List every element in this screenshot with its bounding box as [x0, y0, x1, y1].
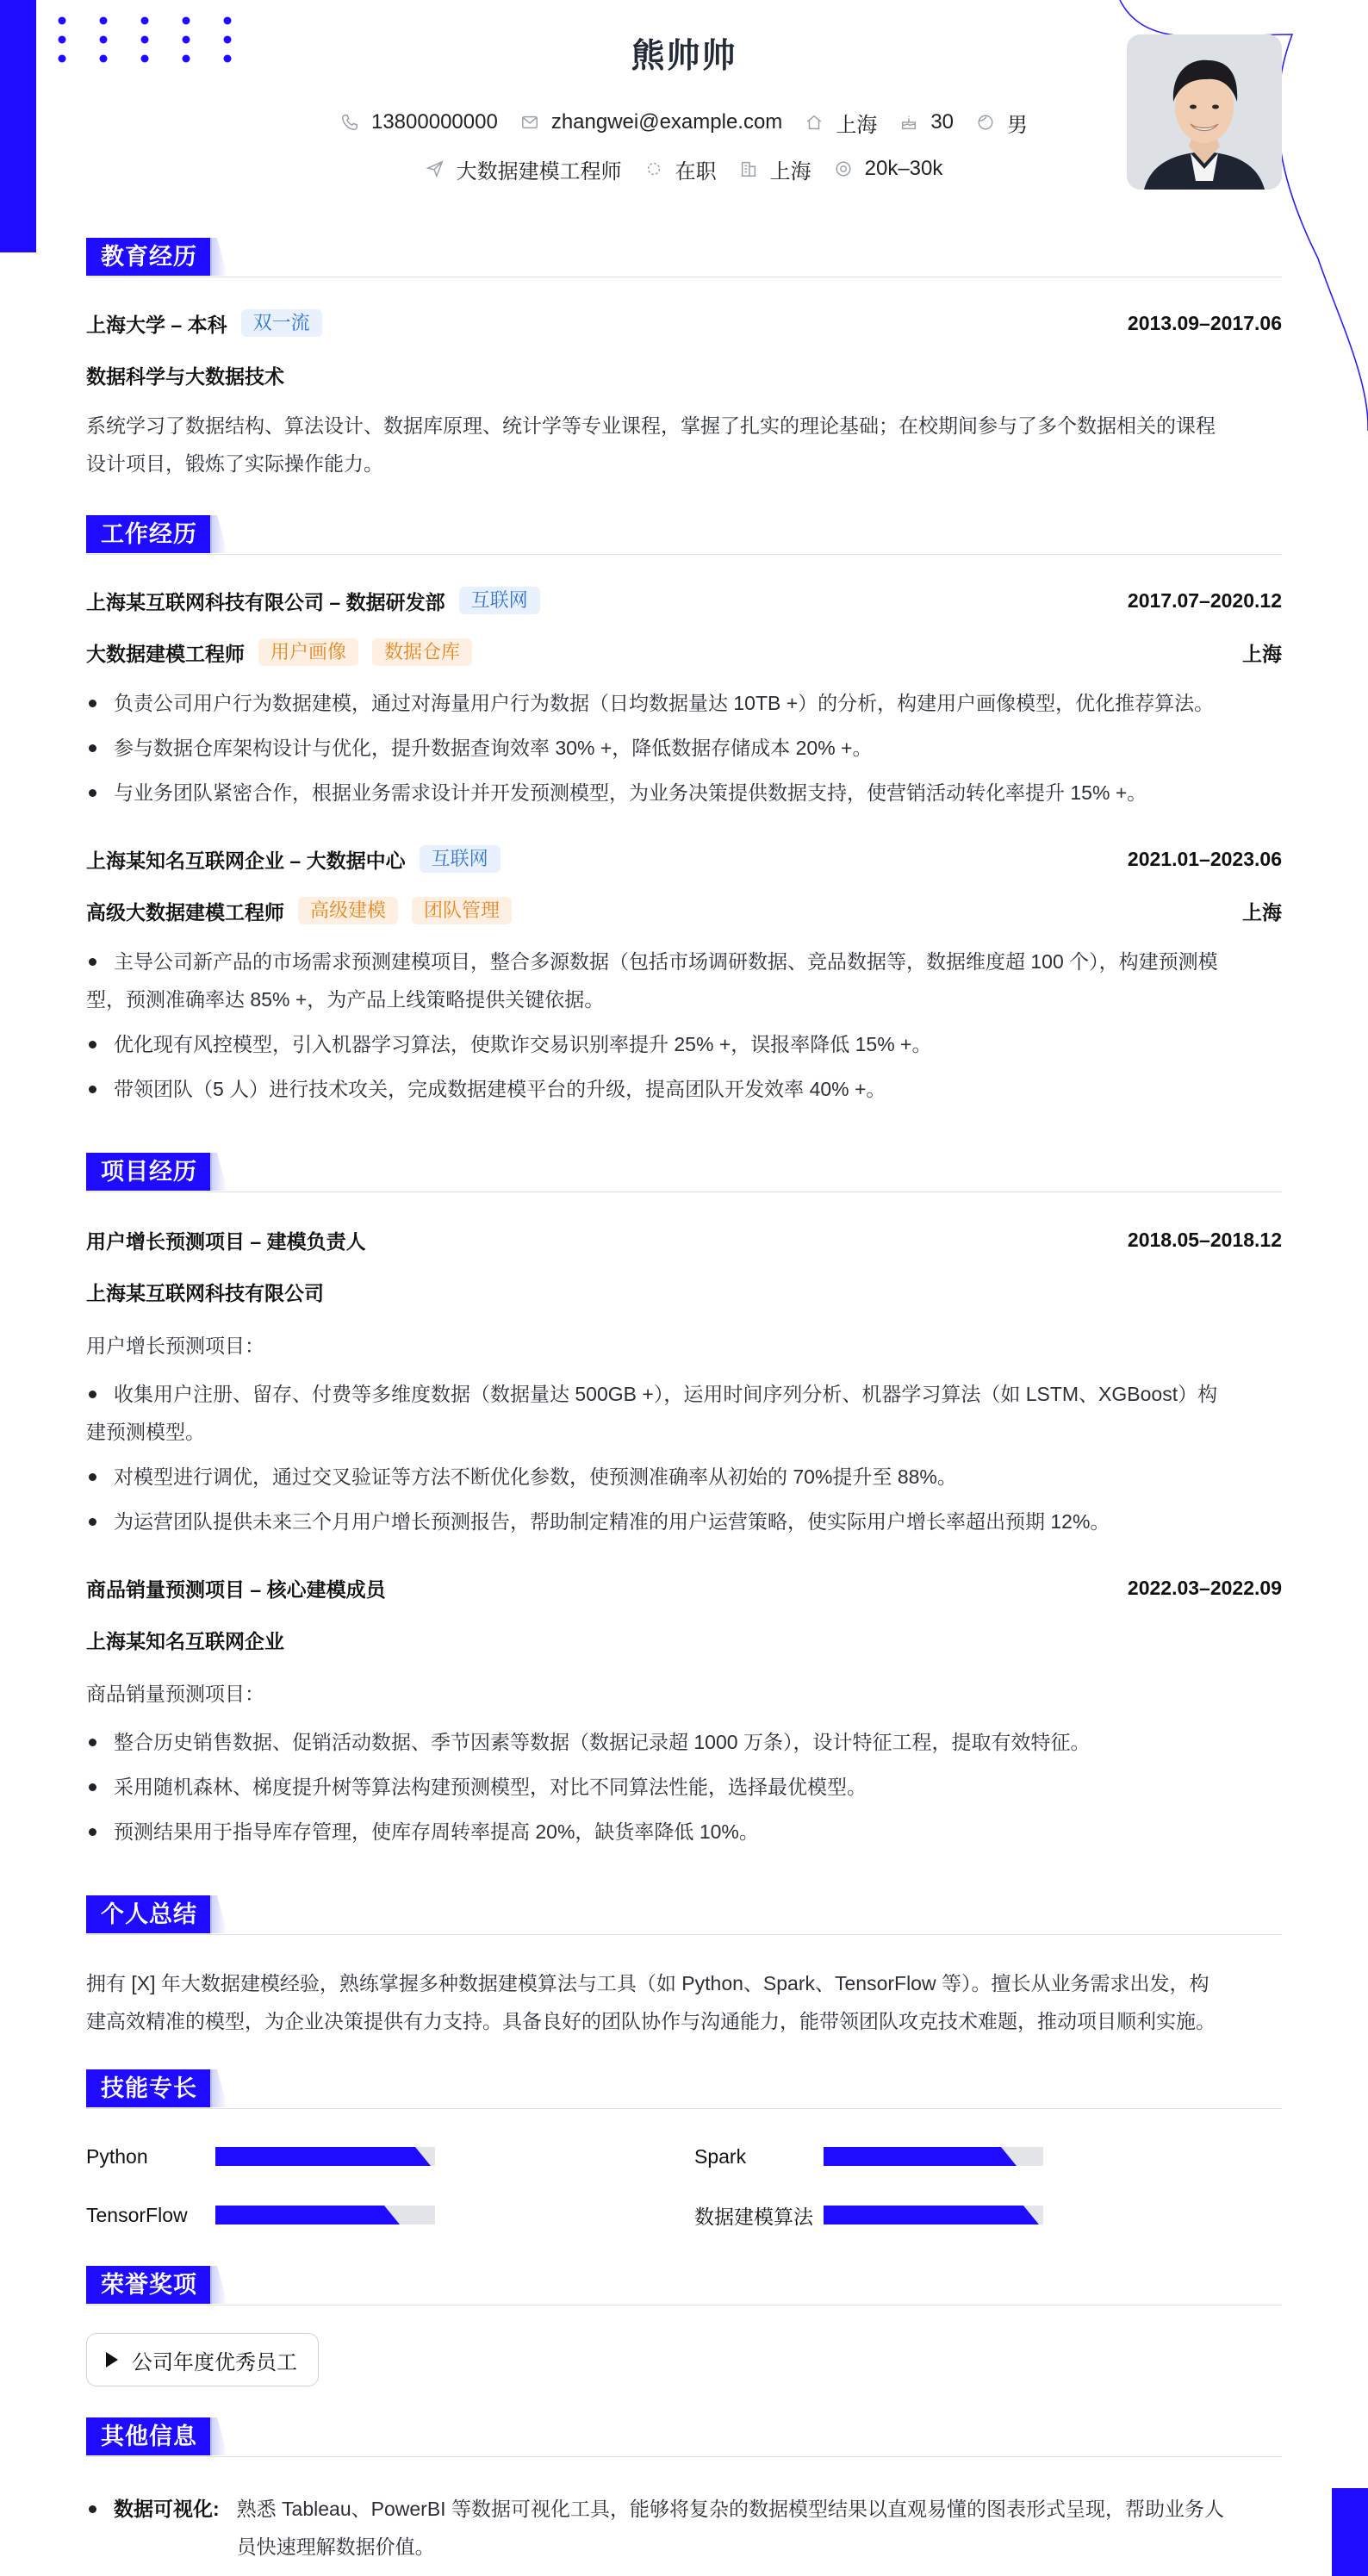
email-item — [520, 110, 783, 134]
phone-text: 13800000000 — [370, 110, 498, 134]
list-item: 采用随机森林、梯度提升树等算法构建预测模型，对比不同算法性能，选择最优模型。 — [86, 1768, 1282, 1806]
section-work-header — [86, 515, 1282, 555]
skill-name: TensorFlow — [86, 2203, 188, 2226]
role-name: 大数据建模工程师 — [86, 642, 245, 665]
other-info-value: 熟悉 Tableau、PowerBI 等数据可视化工具，能够将复杂的数据模型结果以直观易懂的图表形式呈现，帮助业务人 员快速理解数据价值。 — [236, 2498, 1224, 2558]
job-title-text: 大数据建模工程师 — [456, 159, 622, 184]
education-description: 系统学习了数据结构、算法设计、数据库原理、统计学等专业课程，掌握了扎实的理论基础；在校期间参与了多个数据相关的课程 设计项目，锻炼了实际操作能力。 — [86, 414, 1216, 475]
company-name: 上海某知名互联网企业 – 大数据中心 — [86, 849, 406, 872]
job-status-item — [644, 154, 717, 184]
role-tag: 数据仓库 — [372, 638, 472, 666]
section-title-accent — [210, 515, 227, 553]
email-text: zhangwei@example.com — [550, 110, 783, 134]
work-location: 上海 — [1242, 642, 1282, 665]
list-item: 与业务团队紧密合作，根据业务需求设计并开发预测模型，为业务决策提供数据支持，使营销活动转化率提升 15% +。 — [86, 774, 1282, 812]
skill-name: 数据建模算法 — [694, 2205, 813, 2228]
work-role-row — [86, 896, 1282, 925]
section-title-accent — [210, 2417, 227, 2455]
skill-bar-fill — [215, 2147, 431, 2166]
target-city-text: 上海 — [769, 159, 811, 184]
project-date: 2022.03–2022.09 — [1127, 1576, 1282, 1599]
list-item: 负责公司用户行为数据建模，通过对海量用户行为数据（日均数据量达 10TB +）的分析，构建用户画像模型，优化推荐算法。 — [86, 684, 1282, 722]
work-role-row — [86, 638, 1282, 667]
section-title-accent — [210, 2266, 227, 2304]
role-tag: 用户画像 — [258, 638, 358, 666]
work-location: 上海 — [1242, 900, 1282, 924]
company-name: 上海某互联网科技有限公司 – 数据研发部 — [86, 590, 445, 613]
age-item — [899, 110, 954, 134]
school-name: 上海大学 – 本科 — [86, 313, 227, 336]
list-item: 整合历史销售数据、促销活动数据、季节因素等数据（数据记录超 1000 万条），设计特征工程，提取有效特征。 — [86, 1723, 1282, 1761]
section-title-accent — [210, 1895, 227, 1933]
skill-bar-fill — [824, 2206, 1039, 2224]
project-title-row — [86, 1573, 1282, 1602]
role-tag: 高级建模 — [298, 897, 398, 924]
section-divider — [86, 1934, 1282, 1935]
work-date: 2021.01–2023.06 — [1127, 847, 1282, 870]
skill-bar — [824, 2147, 1043, 2166]
section-title: 荣誉奖项 — [86, 2266, 212, 2304]
section-honors-header — [86, 2266, 1282, 2305]
school-tag: 双一流 — [241, 309, 322, 337]
city-text: 上海 — [836, 113, 878, 137]
section-title: 技能专长 — [86, 2069, 212, 2107]
project-org: 上海某互联网科技有限公司 — [86, 1281, 324, 1304]
home-icon — [805, 113, 824, 132]
age-text: 30 — [930, 110, 954, 134]
decorative-right-bar — [1332, 2488, 1368, 2576]
send-icon — [426, 159, 445, 178]
list-item: 优化现有风控模型，引入机器学习算法，使欺诈交易识别率提升 25% +，误报率降低 15% +。 — [86, 1025, 1282, 1063]
bullet-dot — [89, 2505, 96, 2513]
cake-icon — [899, 113, 918, 132]
project-org-row — [86, 1277, 1282, 1306]
face-icon — [976, 113, 995, 132]
major: 数据科学与大数据技术 — [86, 364, 284, 388]
skill-bar — [215, 2147, 435, 2166]
section-title: 项目经历 — [86, 1153, 212, 1191]
salary-text: 20k–30k — [864, 157, 943, 180]
work-company-row — [86, 586, 1282, 615]
section-divider — [86, 2108, 1282, 2109]
phone-icon — [340, 113, 359, 132]
award-chip — [86, 2333, 319, 2386]
list-item-continuation: 建预测模型。 — [86, 1421, 205, 1443]
building-icon — [739, 159, 758, 178]
project-title: 用户增长预测项目 – 建模负责人 — [86, 1229, 366, 1253]
section-title: 教育经历 — [86, 238, 212, 276]
project-org: 上海某知名互联网企业 — [86, 1629, 284, 1652]
other-info-key: 数据可视化: — [114, 2498, 220, 2520]
work-bullets — [86, 943, 1282, 1115]
list-item: 带领团队（5 人）进行技术攻关，完成数据建模平台的升级，提高团队开发效率 40% +。 — [86, 1070, 1282, 1108]
section-projects-header — [86, 1153, 1282, 1192]
section-summary-header — [86, 1895, 1282, 1935]
job-title-item — [426, 154, 622, 184]
work-date: 2017.07–2020.12 — [1127, 588, 1282, 612]
skill-item — [86, 2202, 435, 2228]
avatar — [1127, 34, 1282, 190]
skill-item — [694, 2144, 1043, 2169]
candidate-name: 熊帅帅 — [631, 38, 737, 75]
salary-item — [834, 157, 943, 181]
project-intro: 用户增长预测项目： — [86, 1335, 264, 1357]
skill-name: Python — [86, 2144, 148, 2168]
section-title-accent — [210, 2069, 227, 2107]
list-item: 预测结果用于指导库存管理，使库存周转率提高 20%，缺货率降低 10%。 — [86, 1813, 1282, 1851]
industry-tag: 互联网 — [420, 845, 501, 873]
coin-icon — [834, 159, 853, 178]
project-org-row — [86, 1625, 1282, 1654]
portrait-image — [1127, 34, 1282, 190]
section-title-accent — [210, 238, 227, 276]
award-name: 公司年度优秀员工 — [132, 2350, 297, 2374]
list-item: 参与数据仓库架构设计与优化，提升数据查询效率 30% +，降低数据存储成本 20% +。 — [86, 729, 1282, 767]
work-company-row — [86, 844, 1282, 874]
list-item: 对模型进行调优，通过交叉验证等方法不断优化参数，使预测准确率从初始的 70%提升至 88%。 — [86, 1458, 1282, 1496]
skill-bar-fill — [824, 2147, 1017, 2166]
city-item — [805, 108, 877, 138]
section-other-header — [86, 2417, 1282, 2457]
skill-name: Spark — [694, 2144, 747, 2168]
skill-bar — [824, 2206, 1043, 2224]
role-tag: 团队管理 — [412, 897, 512, 924]
section-title: 工作经历 — [86, 515, 212, 553]
mail-icon — [520, 113, 539, 132]
skill-bar-fill — [215, 2206, 400, 2224]
status-icon — [644, 159, 663, 178]
other-info-item — [86, 2490, 1282, 2566]
project-intro: 商品销量预测项目： — [86, 1683, 264, 1705]
phone-item — [340, 110, 498, 134]
play-icon — [106, 2352, 118, 2368]
summary-text: 拥有 [X] 年大数据建模经验，熟练掌握多种数据建模算法与工具（如 Python、Spark、TensorFlow 等）。擅长从业务需求出发，构 建高效精准的模型，为企业决策提供有力支持。具备良好的团队协作与沟通能力，能带领团队攻克技术难题，推动项目顺利实施。 — [86, 1972, 1216, 2032]
job-status-text: 在职 — [675, 159, 717, 184]
education-heading-row — [86, 308, 1282, 338]
role-name: 高级大数据建模工程师 — [86, 900, 284, 924]
education-major-row — [86, 360, 1282, 389]
skill-item — [694, 2202, 1043, 2228]
gender-item — [976, 108, 1028, 138]
industry-tag: 互联网 — [459, 587, 540, 614]
project-bullets — [86, 1375, 1282, 1547]
section-title: 个人总结 — [86, 1895, 212, 1933]
project-bullets — [86, 1723, 1282, 1857]
section-divider — [86, 554, 1282, 555]
section-skills-header — [86, 2069, 1282, 2109]
section-divider — [86, 2456, 1282, 2457]
gender-text: 男 — [1007, 113, 1029, 137]
education-date: 2013.09–2017.06 — [1127, 311, 1282, 334]
project-title-row — [86, 1225, 1282, 1254]
section-education-header — [86, 238, 1282, 277]
work-bullets — [86, 684, 1282, 818]
section-title: 其他信息 — [86, 2417, 212, 2455]
project-title: 商品销量预测项目 – 核心建模成员 — [86, 1577, 386, 1601]
list-item: 收集用户注册、留存、付费等多维度数据（数据量达 500GB +），运用时间序列分析、机器学习算法（如 LSTM、XGBoost）构 — [86, 1375, 1282, 1413]
section-title-accent — [210, 1153, 227, 1191]
list-item: 主导公司新产品的市场需求预测建模项目，整合多源数据（包括市场调研数据、竞品数据等，数据维度超 100 个），构建预测模 — [86, 943, 1282, 980]
target-city-item — [739, 154, 811, 184]
project-date: 2018.05–2018.12 — [1127, 1228, 1282, 1251]
skill-bar — [215, 2206, 435, 2224]
skill-item — [86, 2144, 435, 2169]
list-item: 为运营团队提供未来三个月用户增长预测报告，帮助制定精准的用户运营策略，使实际用户增长率超出预期 12%。 — [86, 1503, 1282, 1540]
list-item-continuation: 型，预测准确率达 85% +，为产品上线策略提供关键依据。 — [86, 988, 605, 1011]
